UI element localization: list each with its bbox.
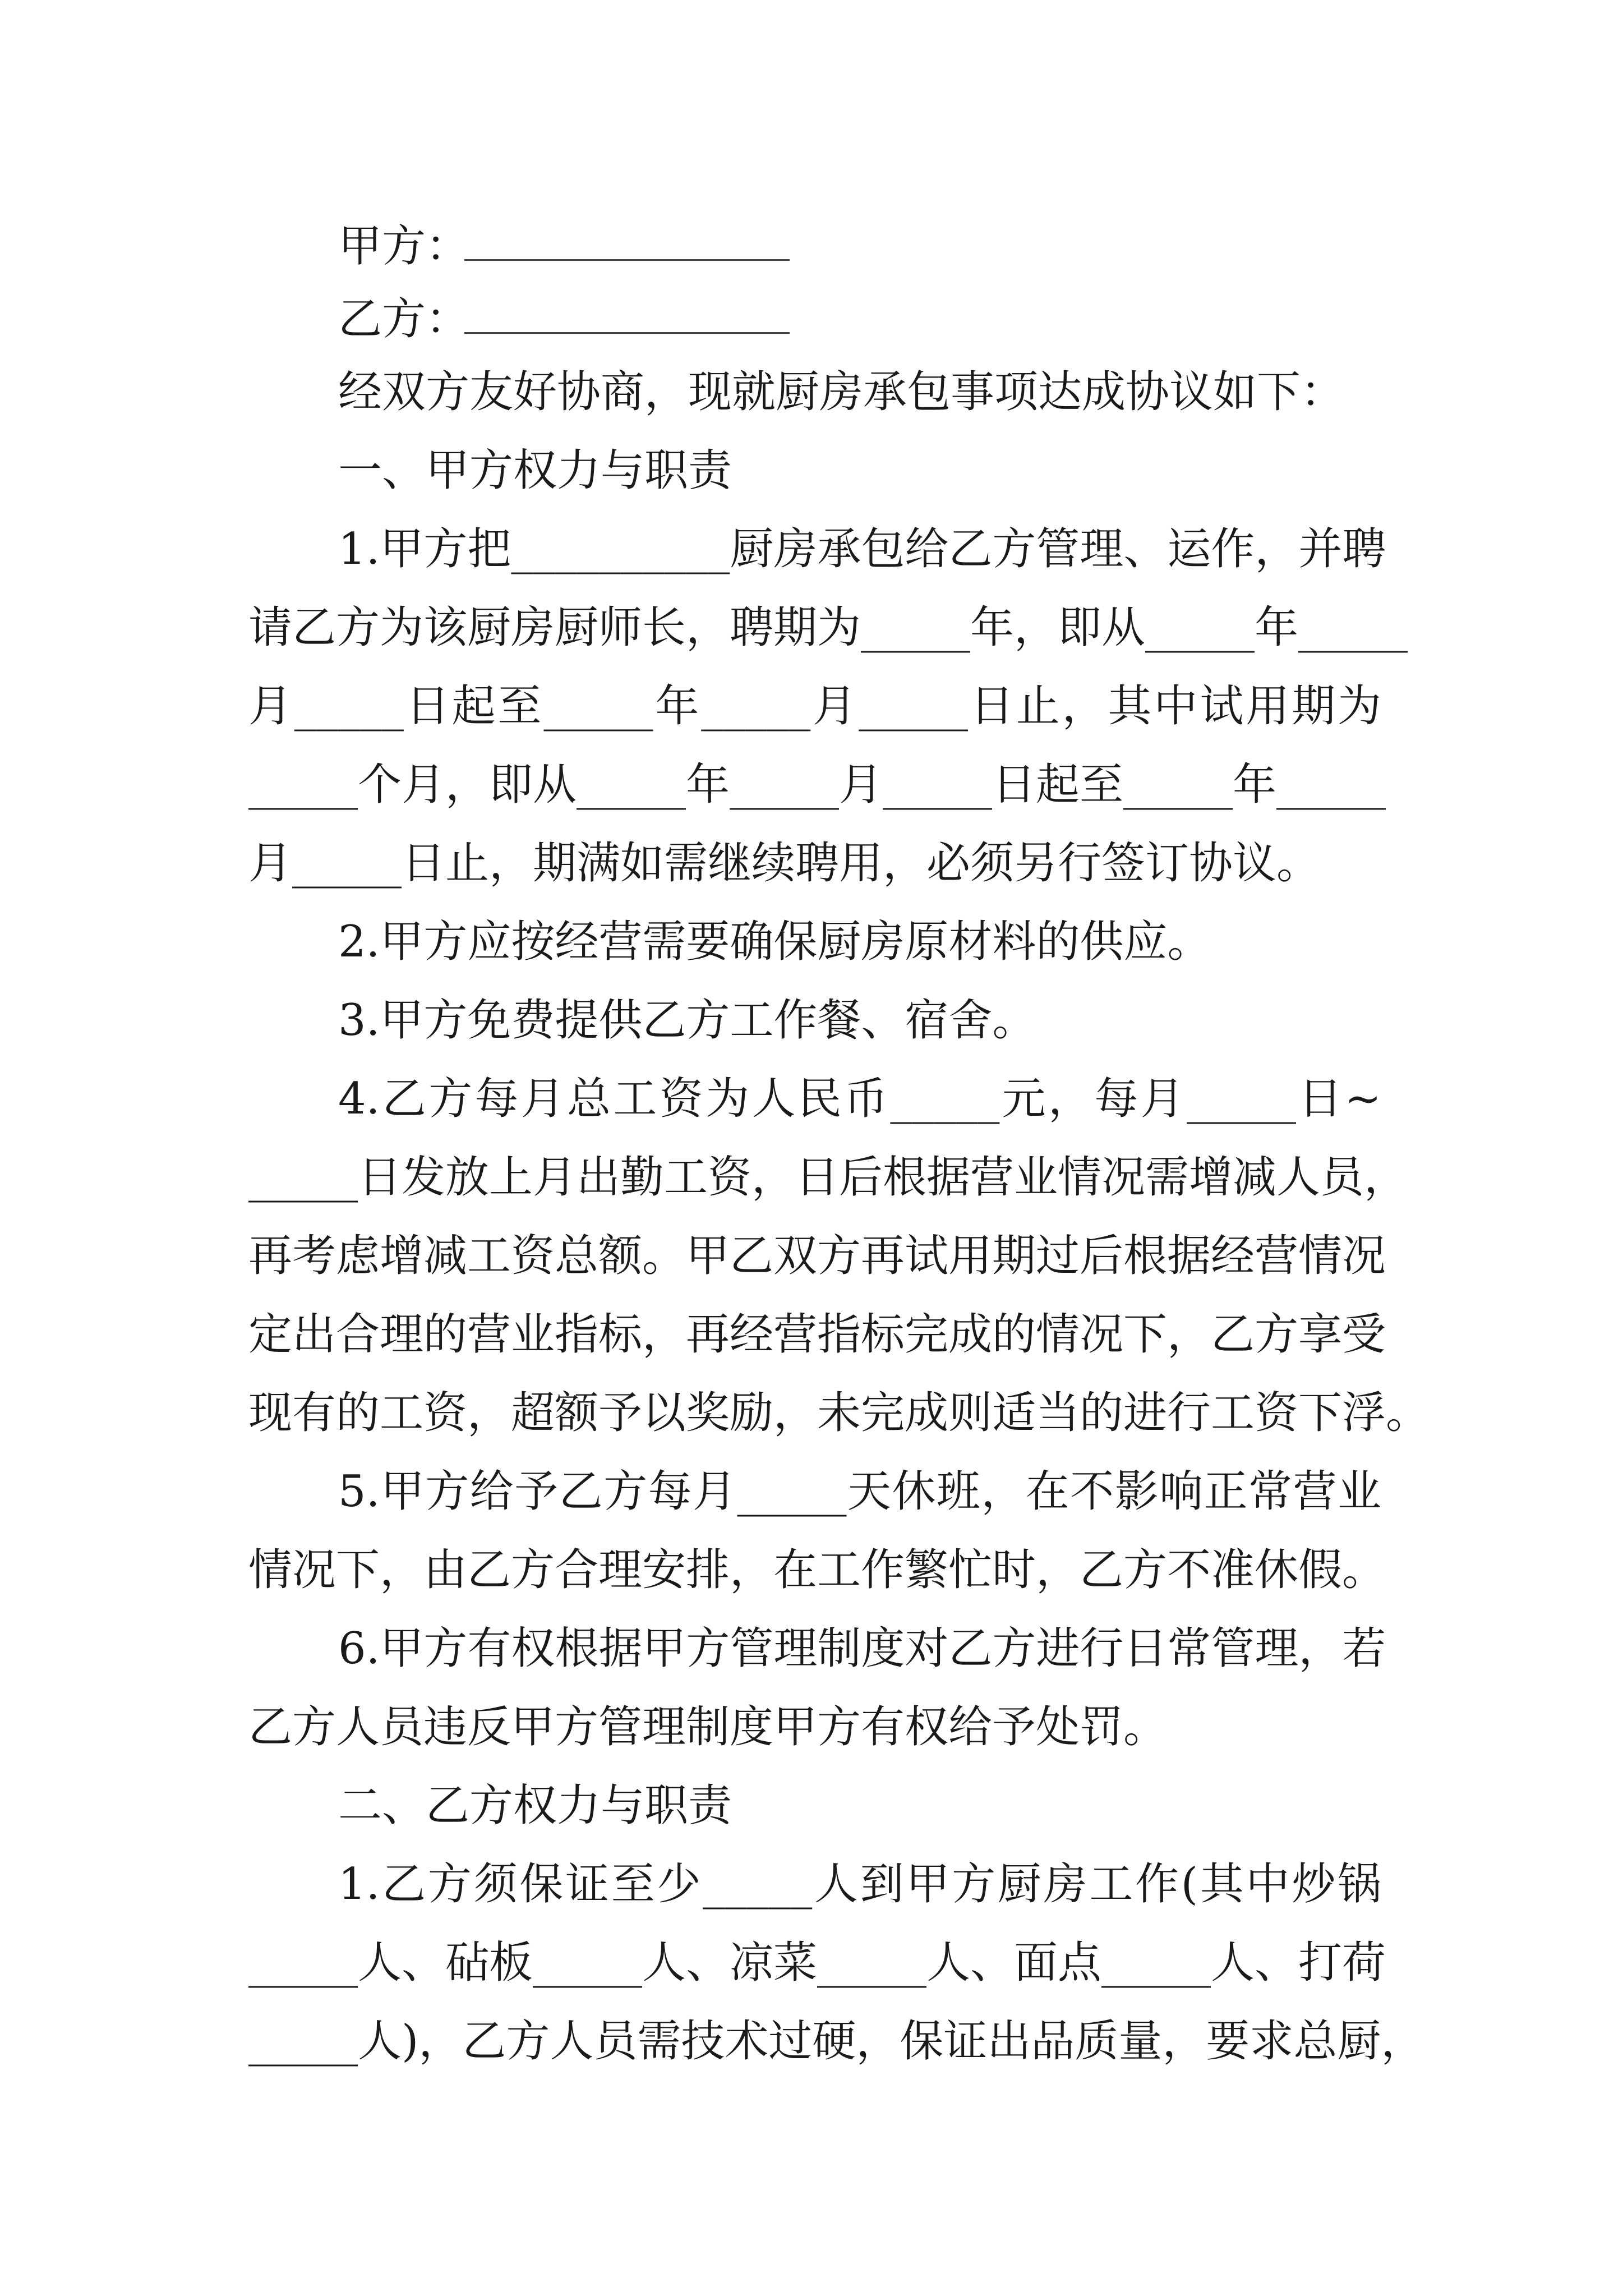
- paragraph-line: 2.甲方应按经营需要确保厨房原材料的供应。: [338, 917, 1211, 967]
- paragraph-line: 3.甲方免费提供乙方工作餐、宿舍。: [338, 995, 1036, 1046]
- party-a-blank: [464, 259, 790, 261]
- paragraph-line: 5.甲方给予乙方每月_____天休班，在不影响正常营业: [338, 1466, 1381, 1517]
- paragraph-line: 情况下，由乙方合理安排，在工作繁忙时，乙方不准休假。: [248, 1545, 1386, 1595]
- party-b-label: 乙方：: [338, 294, 470, 344]
- paragraph-line: 6.甲方有权根据甲方管理制度对乙方进行日常管理，若: [338, 1623, 1386, 1674]
- paragraph-line: 月_____日起至_____年_____月_____日止，其中试用期为: [248, 681, 1381, 731]
- paragraph-line: 再考虑增减工资总额。甲乙双方再试用期过后根据经营情况: [248, 1231, 1386, 1281]
- section-heading-party-b: 二、乙方权力与职责: [338, 1780, 732, 1831]
- paragraph-line: _____人)，乙方人员需技术过硬，保证出品质量，要求总厨，: [248, 2016, 1425, 2067]
- paragraph-line: 4.乙方每月总工资为人民币_____元，每月_____日~: [338, 1074, 1381, 1124]
- party-a-label: 甲方：: [338, 221, 470, 272]
- paragraph-line: 1.甲方把__________厨房承包给乙方管理、运作，并聘: [338, 524, 1386, 574]
- paragraph-line: _____日发放上月出勤工资，日后根据营业情况需增减人员，: [248, 1152, 1408, 1203]
- paragraph-line: _____人、砧板_____人、凉菜_____人、面点_____人、打荷: [248, 1938, 1386, 1988]
- section-heading-party-a: 一、甲方权力与职责: [338, 445, 732, 496]
- intro-line: 经双方友好协商，现就厨房承包事项达成协议如下：: [338, 367, 1345, 417]
- paragraph-line: 月_____日止，期满如需继续聘用，必须另行签订协议。: [248, 838, 1321, 889]
- paragraph-line: _____个月，即从_____年_____月_____日起至_____年_____: [248, 760, 1386, 810]
- party-b-blank: [464, 332, 790, 334]
- paragraph-line: 乙方人员违反甲方管理制度甲方有权给予处罚。: [248, 1702, 1168, 1752]
- paragraph-line: 1.乙方须保证至少_____人到甲方厨房工作(其中炒锅: [338, 1859, 1381, 1910]
- paragraph-line: 请乙方为该厨房厨师长，聘期为_____年，即从_____年_____: [248, 602, 1408, 653]
- paragraph-line: 定出合理的营业指标，再经营指标完成的情况下，乙方享受: [248, 1309, 1386, 1360]
- paragraph-line: 现有的工资，超额予以奖励，未完成则适当的进行工资下浮。: [248, 1388, 1430, 1438]
